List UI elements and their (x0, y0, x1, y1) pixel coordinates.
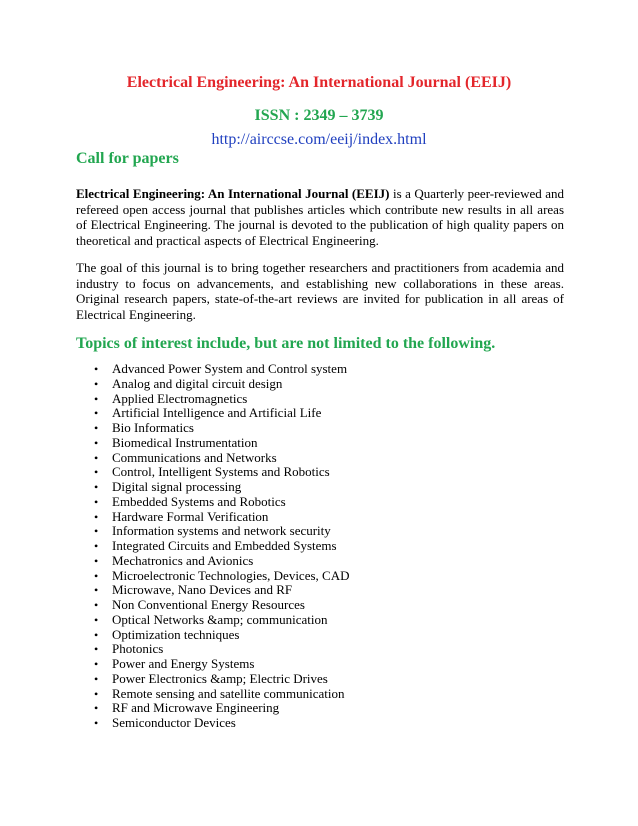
bullet-icon: • (94, 627, 99, 642)
topic-label: Artificial Intelligence and Artificial Life (112, 405, 322, 421)
topic-label: Integrated Circuits and Embedded Systems (112, 538, 337, 553)
bullet-icon: • (94, 494, 99, 509)
topic-label: Semiconductor Devices (112, 715, 236, 730)
journal-name-bold: Electrical Engineering: An International Journal (EEIJ) (76, 186, 390, 201)
topic-list-item (94, 687, 349, 702)
topic-label: Digital signal processing (112, 479, 242, 494)
bullet-icon: • (94, 391, 99, 406)
bullet-icon: • (94, 539, 99, 553)
topic-list-item (94, 510, 349, 525)
call-for-papers-heading: Call for papers (76, 150, 179, 167)
topic-label: RF and Microwave Engineering (112, 700, 280, 716)
topic-label: Control, Intelligent Systems and Robotics (112, 464, 330, 480)
bullet-icon: • (94, 376, 99, 391)
topic-label: Information systems and network security (112, 523, 331, 539)
topic-label: Microwave, Nano Devices and RF (112, 582, 293, 598)
topic-list-item (94, 716, 349, 731)
topic-label: Embedded Systems and Robotics (112, 493, 286, 509)
bullet-icon: • (94, 583, 99, 598)
bullet-icon: • (94, 465, 99, 480)
bullet-icon: • (94, 686, 99, 701)
bullet-icon: • (94, 406, 99, 421)
bullet-icon: • (94, 671, 99, 686)
topic-list-item (94, 451, 349, 466)
topic-list-item (94, 539, 349, 554)
bullet-icon: • (94, 642, 99, 657)
topics-list (94, 362, 349, 731)
topic-label: Advanced Power System and Control system (112, 361, 348, 376)
bullet-icon: • (94, 480, 99, 494)
bullet-icon: • (94, 450, 99, 465)
topic-list-item (94, 569, 349, 584)
bullet-icon: • (94, 509, 99, 524)
topic-label: Hardware Formal Verification (112, 508, 269, 524)
bullet-icon: • (94, 524, 99, 539)
topic-list-item (94, 377, 349, 392)
intro-paragraph-text: is a Quarterly peer-reviewed and refereed open access journal that publishes articles which contribute new results in all areas of Electrical Engineering. The journal is devoted to the publication of high quality papers on theoretical and practical aspects of Electrical Engineering. (76, 186, 564, 248)
intro-paragraph (76, 186, 564, 248)
topic-list-item (94, 554, 349, 569)
journal-url-link[interactable]: http://airccse.com/eeij/index.html (211, 131, 427, 148)
topic-list-item (94, 628, 349, 643)
bullet-icon: • (94, 598, 99, 612)
topic-list-item (94, 642, 349, 657)
bullet-icon: • (94, 553, 99, 568)
topic-list-item (94, 406, 349, 421)
topic-list-item (94, 392, 349, 407)
topic-list-item (94, 672, 349, 687)
topic-list-item (94, 362, 349, 377)
topic-label: Biomedical Instrumentation (112, 434, 258, 450)
topic-label: Bio Informatics (112, 420, 194, 435)
bullet-icon: • (94, 362, 99, 376)
topic-label: Microelectronic Technologies, Devices, CAD (112, 567, 350, 583)
topic-list-item (94, 436, 349, 451)
topic-label: Power Electronics &amp; Electric Drives (112, 670, 328, 686)
bullet-icon: • (94, 701, 99, 716)
topic-list-item (94, 657, 349, 672)
topic-label: Remote sensing and satellite communication (112, 685, 345, 701)
topic-label: Optimization techniques (112, 626, 240, 642)
topics-heading: Topics of interest include, but are not limited to the following. (76, 335, 496, 352)
bullet-icon: • (94, 568, 99, 583)
topic-list-item (94, 421, 349, 436)
bullet-icon: • (94, 657, 99, 671)
goal-paragraph: The goal of this journal is to bring together researchers and practitioners from academia and industry to focus on advancements, and establishing new collaborations in these areas. Original research papers, state-of-the-art reviews are invited for publication in all areas of Electrical Engineering. (76, 260, 564, 322)
topic-label: Mechatronics and Avionics (112, 552, 254, 568)
bullet-icon: • (94, 421, 99, 435)
topic-list-item (94, 613, 349, 628)
topic-label: Analog and digital circuit design (112, 375, 283, 391)
topic-list-item (94, 598, 349, 613)
topic-label: Optical Networks &amp; communication (112, 611, 328, 627)
topic-label: Communications and Networks (112, 449, 277, 465)
topic-list-item (94, 524, 349, 539)
topic-list-item (94, 701, 349, 716)
issn-line: ISSN : 2349 – 3739 (254, 107, 384, 124)
bullet-icon: • (94, 612, 99, 627)
journal-title: Electrical Engineering: An International Journal (EEIJ) (126, 74, 512, 91)
topic-list-item (94, 480, 349, 495)
topic-list-item (94, 465, 349, 480)
topic-list-item (94, 495, 349, 510)
bullet-icon: • (94, 435, 99, 450)
topic-label: Photonics (112, 641, 164, 657)
topic-list-item (94, 583, 349, 598)
topic-label: Power and Energy Systems (112, 656, 255, 671)
bullet-icon: • (94, 716, 99, 730)
topic-label: Non Conventional Energy Resources (112, 597, 305, 612)
topic-label: Applied Electromagnetics (112, 390, 248, 406)
